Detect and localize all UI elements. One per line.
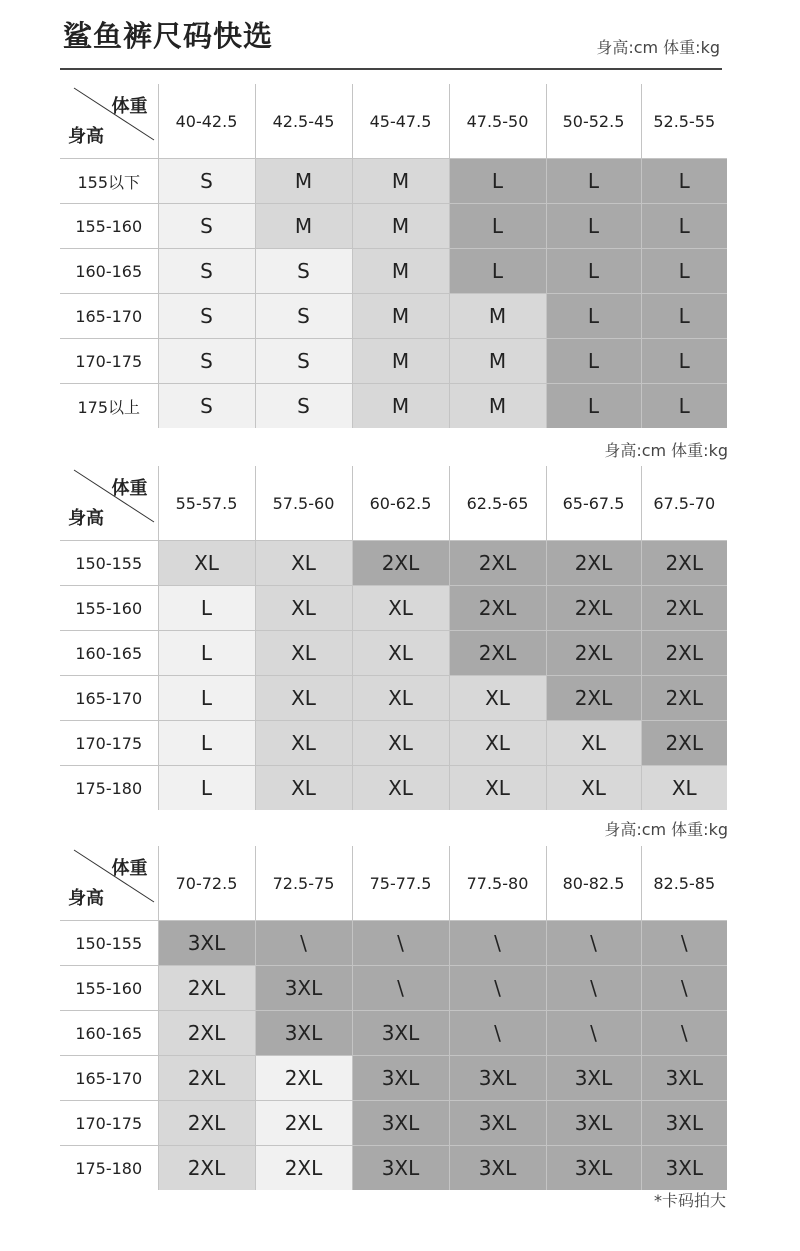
size-cell: \: [546, 921, 641, 966]
height-label: 155-160: [60, 204, 158, 249]
size-cell: L: [641, 339, 727, 384]
size-cell: 2XL: [546, 631, 641, 676]
weight-header: 57.5-60: [255, 466, 352, 541]
corner-weight-label: 体重: [111, 858, 148, 879]
table-row: [60, 1011, 727, 1056]
size-cell: 2XL: [546, 586, 641, 631]
height-label: 150-155: [60, 921, 158, 966]
size-cell: M: [352, 339, 449, 384]
size-cell: L: [449, 249, 546, 294]
size-cell: 2XL: [641, 586, 727, 631]
size-cell: L: [546, 204, 641, 249]
weight-header: 60-62.5: [352, 466, 449, 541]
table-row: [60, 339, 727, 384]
size-cell: XL: [449, 676, 546, 721]
size-cell: M: [255, 204, 352, 249]
table-row: [60, 966, 727, 1011]
height-label: 160-165: [60, 1011, 158, 1056]
size-cell: 2XL: [641, 541, 727, 586]
size-cell: 3XL: [546, 1146, 641, 1191]
weight-header: 40-42.5: [158, 84, 255, 159]
size-cell: XL: [255, 721, 352, 766]
size-cell: \: [641, 921, 727, 966]
size-cell: 3XL: [449, 1056, 546, 1101]
height-label: 155以下: [60, 159, 158, 204]
table-row: [60, 676, 727, 721]
size-cell: 3XL: [255, 1011, 352, 1056]
size-cell: 2XL: [449, 586, 546, 631]
size-table: [60, 466, 727, 810]
size-cell: L: [546, 159, 641, 204]
size-cell: 2XL: [546, 541, 641, 586]
size-cell: 2XL: [449, 631, 546, 676]
unit-note: 身高:cm 体重:kg: [604, 820, 728, 839]
size-cell: 2XL: [255, 1101, 352, 1146]
height-label: 160-165: [60, 249, 158, 294]
height-label: 170-175: [60, 339, 158, 384]
size-cell: S: [158, 384, 255, 429]
size-cell: L: [449, 159, 546, 204]
size-cell: M: [352, 294, 449, 339]
size-cell: S: [158, 159, 255, 204]
weight-header: 75-77.5: [352, 846, 449, 921]
weight-header: 65-67.5: [546, 466, 641, 541]
size-cell: \: [641, 966, 727, 1011]
height-label: 165-170: [60, 294, 158, 339]
size-cell: 3XL: [449, 1146, 546, 1191]
size-cell: 3XL: [352, 1056, 449, 1101]
size-cell: 3XL: [352, 1146, 449, 1191]
size-cell: M: [352, 249, 449, 294]
size-cell: \: [352, 921, 449, 966]
height-label: 170-175: [60, 721, 158, 766]
size-cell: 3XL: [641, 1056, 727, 1101]
weight-header: 80-82.5: [546, 846, 641, 921]
corner-header: [60, 466, 158, 541]
height-label: 155-160: [60, 586, 158, 631]
corner-header: [60, 846, 158, 921]
size-cell: L: [158, 676, 255, 721]
size-cell: M: [449, 294, 546, 339]
size-cell: S: [158, 204, 255, 249]
height-label: 150-155: [60, 541, 158, 586]
corner-weight-label: 体重: [111, 478, 148, 499]
size-cell: 2XL: [546, 676, 641, 721]
weight-header: 52.5-55: [641, 84, 727, 159]
table-row: [60, 204, 727, 249]
size-cell: S: [158, 249, 255, 294]
size-cell: S: [255, 294, 352, 339]
size-cell: L: [641, 249, 727, 294]
size-cell: 2XL: [158, 966, 255, 1011]
size-cell: M: [449, 339, 546, 384]
weight-header: 47.5-50: [449, 84, 546, 159]
size-cell: L: [158, 631, 255, 676]
size-cell: L: [641, 384, 727, 429]
size-cell: XL: [255, 586, 352, 631]
size-cell: 2XL: [641, 676, 727, 721]
size-cell: XL: [352, 586, 449, 631]
table-row: [60, 631, 727, 676]
footnote: *卡码拍大: [653, 1191, 726, 1210]
size-cell: XL: [255, 631, 352, 676]
weight-header: 62.5-65: [449, 466, 546, 541]
corner-height-label: 身高: [68, 888, 104, 909]
size-cell: \: [449, 921, 546, 966]
size-cell: XL: [255, 766, 352, 811]
size-cell: 3XL: [158, 921, 255, 966]
height-label: 155-160: [60, 966, 158, 1011]
weight-header: 50-52.5: [546, 84, 641, 159]
size-cell: L: [546, 249, 641, 294]
size-cell: \: [546, 966, 641, 1011]
size-cell: 3XL: [449, 1101, 546, 1146]
table-row: [60, 294, 727, 339]
height-label: 170-175: [60, 1101, 158, 1146]
corner-height-label: 身高: [68, 126, 104, 147]
table-row: [60, 921, 727, 966]
size-cell: 3XL: [546, 1101, 641, 1146]
unit-note: 身高:cm 体重:kg: [596, 38, 720, 57]
size-cell: 2XL: [158, 1146, 255, 1191]
table-row: [60, 249, 727, 294]
weight-header: 67.5-70: [641, 466, 727, 541]
weight-header: 55-57.5: [158, 466, 255, 541]
size-cell: XL: [449, 766, 546, 811]
table-row: [60, 541, 727, 586]
page-title: 鲨鱼裤尺码快选: [63, 19, 274, 53]
size-table: [60, 846, 727, 1190]
height-label: 160-165: [60, 631, 158, 676]
size-cell: M: [352, 384, 449, 429]
size-cell: 2XL: [641, 721, 727, 766]
size-cell: XL: [352, 721, 449, 766]
size-cell: L: [158, 766, 255, 811]
weight-header: 45-47.5: [352, 84, 449, 159]
size-cell: S: [158, 294, 255, 339]
size-cell: L: [546, 384, 641, 429]
weight-header: 42.5-45: [255, 84, 352, 159]
table-row: [60, 1056, 727, 1101]
size-cell: XL: [449, 721, 546, 766]
size-cell: L: [158, 721, 255, 766]
size-cell: 2XL: [158, 1011, 255, 1056]
height-label: 165-170: [60, 676, 158, 721]
size-cell: 2XL: [641, 631, 727, 676]
corner-header: [60, 84, 158, 159]
size-cell: 2XL: [158, 1101, 255, 1146]
height-label: 175-180: [60, 1146, 158, 1191]
weight-header: 77.5-80: [449, 846, 546, 921]
corner-weight-label: 体重: [111, 96, 148, 117]
size-cell: 3XL: [352, 1011, 449, 1056]
size-cell: XL: [255, 541, 352, 586]
title-divider: [60, 68, 722, 70]
size-cell: \: [449, 1011, 546, 1056]
table-row: [60, 766, 727, 811]
weight-header: 70-72.5: [158, 846, 255, 921]
height-label: 175-180: [60, 766, 158, 811]
table-row: [60, 1101, 727, 1146]
size-cell: S: [255, 249, 352, 294]
size-cell: L: [641, 159, 727, 204]
size-cell: XL: [546, 721, 641, 766]
table-row: [60, 721, 727, 766]
size-cell: XL: [352, 676, 449, 721]
unit-note: 身高:cm 体重:kg: [604, 441, 728, 460]
size-cell: M: [352, 159, 449, 204]
size-cell: 3XL: [352, 1101, 449, 1146]
size-table: [60, 84, 727, 428]
size-cell: XL: [641, 766, 727, 811]
size-cell: 2XL: [255, 1146, 352, 1191]
size-cell: XL: [546, 766, 641, 811]
size-cell: L: [449, 204, 546, 249]
size-cell: S: [255, 384, 352, 429]
size-cell: M: [449, 384, 546, 429]
table-row: [60, 159, 727, 204]
size-cell: \: [641, 1011, 727, 1056]
size-cell: S: [255, 339, 352, 384]
corner-height-label: 身高: [68, 508, 104, 529]
size-cell: XL: [255, 676, 352, 721]
table-row: [60, 586, 727, 631]
size-cell: 2XL: [352, 541, 449, 586]
size-cell: 3XL: [546, 1056, 641, 1101]
size-cell: \: [352, 966, 449, 1011]
size-cell: 3XL: [641, 1101, 727, 1146]
size-cell: 3XL: [255, 966, 352, 1011]
size-cell: XL: [352, 766, 449, 811]
size-cell: L: [158, 586, 255, 631]
size-cell: \: [255, 921, 352, 966]
size-cell: M: [352, 204, 449, 249]
table-row: [60, 1146, 727, 1191]
size-cell: \: [546, 1011, 641, 1056]
size-cell: 2XL: [255, 1056, 352, 1101]
size-cell: L: [641, 204, 727, 249]
size-cell: S: [158, 339, 255, 384]
size-cell: L: [641, 294, 727, 339]
size-cell: XL: [158, 541, 255, 586]
height-label: 175以上: [60, 384, 158, 429]
weight-header: 72.5-75: [255, 846, 352, 921]
size-cell: 2XL: [158, 1056, 255, 1101]
height-label: 165-170: [60, 1056, 158, 1101]
size-cell: L: [546, 339, 641, 384]
weight-header: 82.5-85: [641, 846, 727, 921]
size-cell: \: [449, 966, 546, 1011]
size-cell: M: [255, 159, 352, 204]
table-row: [60, 384, 727, 429]
size-cell: L: [546, 294, 641, 339]
size-cell: 2XL: [449, 541, 546, 586]
size-cell: XL: [352, 631, 449, 676]
size-cell: 3XL: [641, 1146, 727, 1191]
